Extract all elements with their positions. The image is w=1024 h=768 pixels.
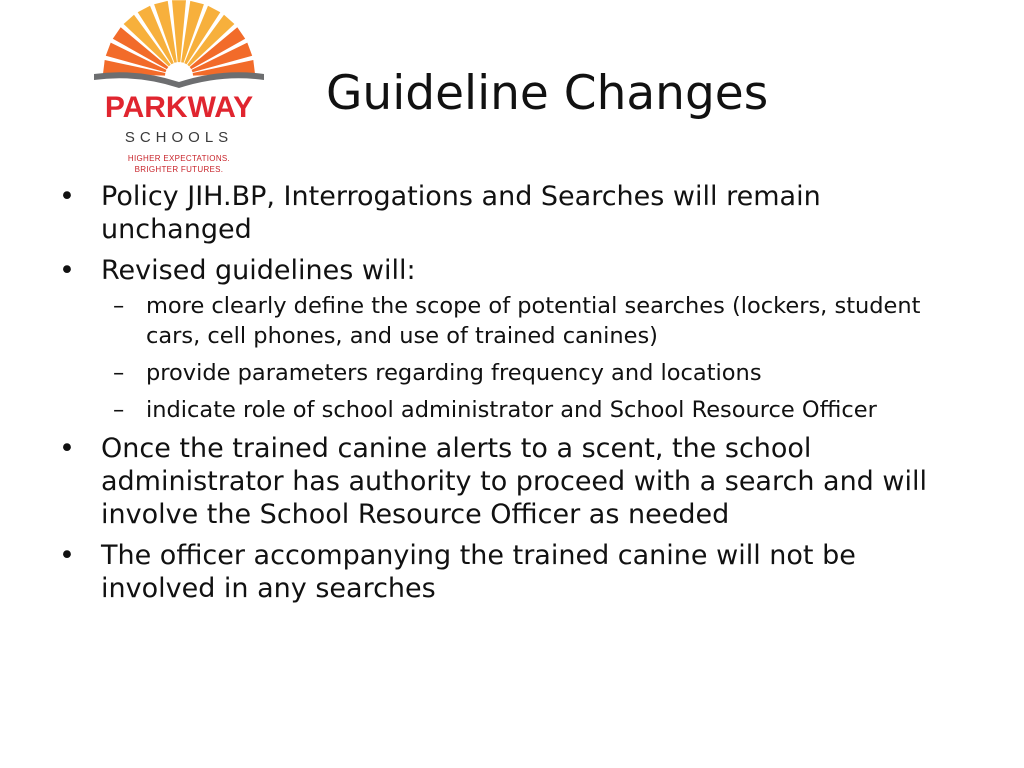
logo-tagline-2: BRIGHTER FUTURES. [134, 165, 224, 174]
book-pages [94, 72, 264, 88]
slide-title: Guideline Changes [326, 66, 769, 121]
sub-bullet-text: indicate role of school administrator and School Resource Officer [146, 397, 877, 423]
bullet-item [56, 432, 936, 531]
bullet-marker: • [59, 255, 75, 286]
logo-subtitle: SCHOOLS [124, 129, 234, 146]
bullet-marker: • [59, 181, 75, 212]
logo-tagline-1: HIGHER EXPECTATIONS. [127, 154, 231, 163]
sub-bullet-item [56, 291, 936, 351]
sub-bullet-marker: – [113, 293, 125, 319]
logo-wordmark: PARKWAY [104, 91, 254, 124]
slide-body [56, 180, 936, 613]
sub-bullet-list [56, 291, 936, 425]
bullet-item [56, 539, 936, 605]
bullet-text: Policy JIH.BP, Interrogations and Searches will remain unchanged [101, 181, 821, 245]
bullet-item [56, 180, 936, 246]
sub-bullet-marker: – [113, 360, 125, 386]
sub-bullet-item [56, 395, 936, 425]
sub-bullet-text: provide parameters regarding frequency and locations [146, 360, 762, 386]
bullet-text: The officer accompanying the trained canine will not be involved in any searches [101, 540, 856, 604]
bullet-marker: • [59, 433, 75, 464]
sub-bullet-marker: – [113, 397, 125, 423]
bullet-marker: • [59, 540, 75, 571]
bullet-text: Once the trained canine alerts to a scent, the school administrator has authority to proceed with a search and will involve the School Resource Officer as needed [101, 433, 927, 530]
sunburst-book-icon [88, 0, 270, 95]
bullet-item [56, 254, 936, 287]
bullet-text: Revised guidelines will: [101, 255, 416, 286]
sub-bullet-item [56, 358, 936, 388]
parkway-schools-logo [88, 0, 270, 180]
sun-rays [103, 0, 255, 75]
sub-bullet-text: more clearly define the scope of potential searches (lockers, student cars, cell phones, and use of trained canines) [146, 293, 921, 349]
